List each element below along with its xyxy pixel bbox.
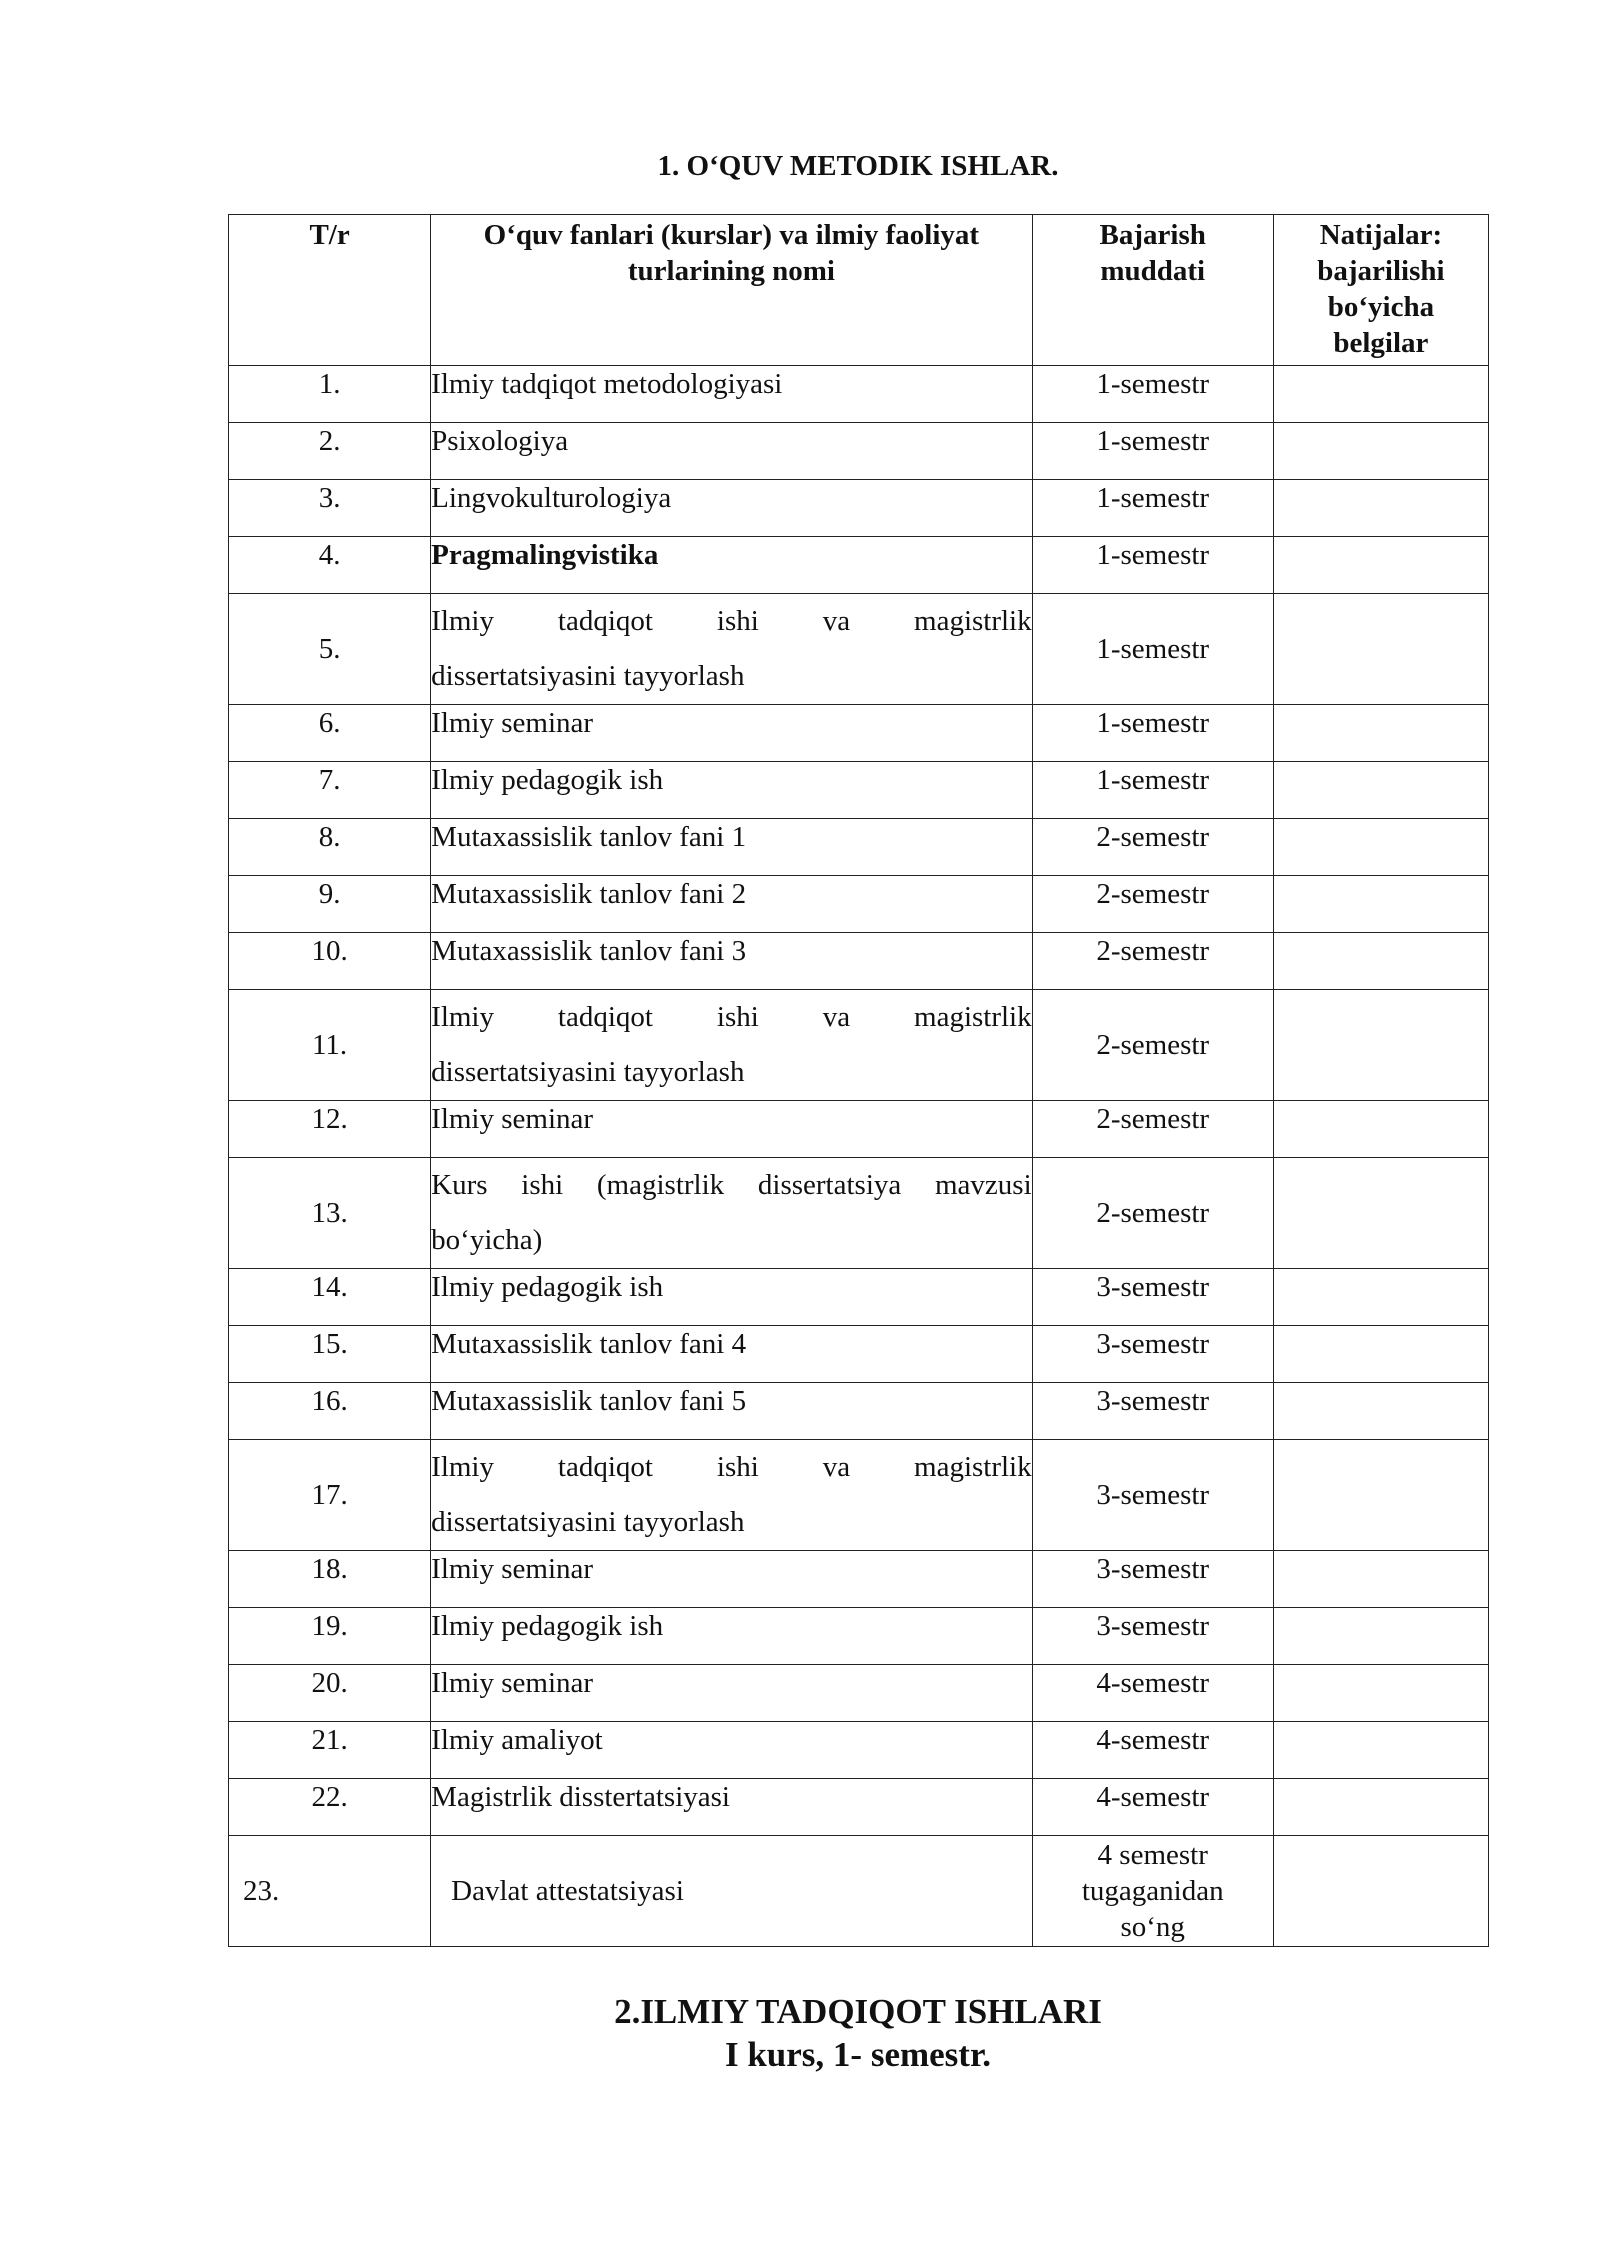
row-result [1273,1665,1488,1722]
table-row [229,1722,1489,1779]
row-name: Mutaxassislik tanlov fani 4 [431,1326,1032,1383]
row-result [1273,537,1488,594]
row-number: 14. [229,1269,431,1326]
row-result [1273,1551,1488,1608]
row-name: Ilmiy tadqiqot metodologiyasi [431,366,1032,423]
row-term: 1-semestr [1032,423,1273,480]
row-name-line1: Kurs ishi (magistrlik dissertatsiya mavzusi [431,1169,1032,1201]
row-name [431,1440,1032,1551]
row-result [1273,1158,1488,1269]
table-row [229,1608,1489,1665]
row-name [431,990,1032,1101]
header-result-text: Natijalar: bajarilishi bo‘yicha belgilar [1317,219,1445,359]
row-name: Ilmiy pedagogik ish [431,1608,1032,1665]
row-number: 7. [229,762,431,819]
row-name: Pragmalingvistika [431,537,1032,594]
row-result [1273,423,1488,480]
row-name: Ilmiy seminar [431,1551,1032,1608]
row-term: 4-semestr [1032,1722,1273,1779]
row-result [1273,876,1488,933]
row-term: 1-semestr [1032,594,1273,705]
table-row [229,819,1489,876]
table-row [229,990,1489,1101]
row-result [1273,933,1488,990]
row-number: 5. [229,594,431,705]
row-term: 3-semestr [1032,1326,1273,1383]
row-number: 1. [229,366,431,423]
row-term: 1-semestr [1032,762,1273,819]
row-term: 2-semestr [1032,990,1273,1101]
row-name: Davlat attestatsiyasi [431,1836,1032,1947]
table-row [229,1665,1489,1722]
header-name-text: O‘quv fanlari (kurslar) va ilmiy faoliyat turlarining nomi [483,219,980,287]
section-2-title: 2.ILMIY TADQIQOT ISHLARI [614,1992,1102,2031]
row-term: 1-semestr [1032,366,1273,423]
row-number: 22. [229,1779,431,1836]
header-name [431,215,1032,366]
row-number: 15. [229,1326,431,1383]
row-term: 1-semestr [1032,705,1273,762]
row-number: 8. [229,819,431,876]
row-term: 3-semestr [1032,1383,1273,1440]
row-term: 2-semestr [1032,1101,1273,1158]
row-number: 3. [229,480,431,537]
row-result [1273,1836,1488,1947]
row-name: Mutaxassislik tanlov fani 3 [431,933,1032,990]
study-plan-table [228,214,1489,1947]
row-result [1273,1326,1488,1383]
row-number: 20. [229,1665,431,1722]
row-number: 18. [229,1551,431,1608]
row-name-line1: Ilmiy tadqiqot ishi va magistrlik [431,1451,1032,1483]
row-result [1273,762,1488,819]
table-row [229,1158,1489,1269]
row-result [1273,1608,1488,1665]
row-name: Mutaxassislik tanlov fani 2 [431,876,1032,933]
table-row [229,1779,1489,1836]
row-name: Psixologiya [431,423,1032,480]
header-term-text: Bajarish muddati [1099,219,1206,287]
row-result [1273,1779,1488,1836]
row-name-line2: bo‘yicha) [431,1224,543,1256]
table-row [229,366,1489,423]
row-term-line: tugaganidan [1081,1875,1224,1907]
row-term: 4-semestr [1032,1665,1273,1722]
row-name: Lingvokulturologiya [431,480,1032,537]
table-row [229,480,1489,537]
table-row [229,1101,1489,1158]
row-name-line2: dissertatsiyasini tayyorlash [431,660,745,692]
row-term-line: so‘ng [1120,1911,1185,1943]
table-row [229,594,1489,705]
table-row [229,762,1489,819]
row-number: 12. [229,1101,431,1158]
header-num: T/r [229,215,431,366]
row-term: 2-semestr [1032,933,1273,990]
row-result [1273,1722,1488,1779]
row-term: 3-semestr [1032,1440,1273,1551]
row-result [1273,1269,1488,1326]
header-term [1032,215,1273,366]
row-number: 10. [229,933,431,990]
row-term: 2-semestr [1032,876,1273,933]
row-name-line1: Ilmiy tadqiqot ishi va magistrlik [431,1001,1032,1033]
row-name-line2: dissertatsiyasini tayyorlash [431,1056,745,1088]
row-name: Mutaxassislik tanlov fani 5 [431,1383,1032,1440]
row-term: 1-semestr [1032,537,1273,594]
table-row [229,537,1489,594]
table-row [229,876,1489,933]
row-result [1273,480,1488,537]
row-number: 21. [229,1722,431,1779]
row-name [431,594,1032,705]
table-row [229,1440,1489,1551]
table-row [229,1836,1489,1947]
table-row [229,423,1489,480]
row-result [1273,819,1488,876]
row-result [1273,990,1488,1101]
row-number: 13. [229,1158,431,1269]
row-number: 17. [229,1440,431,1551]
table-row [229,1326,1489,1383]
header-result [1273,215,1488,366]
row-name: Magistrlik disstertatsiyasi [431,1779,1032,1836]
row-term: 1-semestr [1032,480,1273,537]
row-term: 4-semestr [1032,1779,1273,1836]
row-term: 3-semestr [1032,1608,1273,1665]
section-2-subtitle: I kurs, 1- semestr. [724,2035,992,2074]
table-row [229,1551,1489,1608]
row-term: 2-semestr [1032,1158,1273,1269]
row-name: Ilmiy seminar [431,1665,1032,1722]
row-name [431,1158,1032,1269]
row-result [1273,1440,1488,1551]
table-row [229,1269,1489,1326]
row-number: 2. [229,423,431,480]
row-number: 6. [229,705,431,762]
row-number: 19. [229,1608,431,1665]
row-number: 16. [229,1383,431,1440]
row-number: 23. [229,1836,431,1947]
row-term: 3-semestr [1032,1269,1273,1326]
table-row [229,933,1489,990]
row-number: 11. [229,990,431,1101]
row-result [1273,1383,1488,1440]
row-name: Ilmiy pedagogik ish [431,1269,1032,1326]
row-name-line1: Ilmiy tadqiqot ishi va magistrlik [431,605,1032,637]
row-result [1273,705,1488,762]
row-result [1273,594,1488,705]
table-row [229,705,1489,762]
row-term: 3-semestr [1032,1551,1273,1608]
row-name: Mutaxassislik tanlov fani 1 [431,819,1032,876]
row-term: 2-semestr [1032,819,1273,876]
table-row [229,1383,1489,1440]
row-name: Ilmiy seminar [431,1101,1032,1158]
row-name: Ilmiy amaliyot [431,1722,1032,1779]
row-name: Ilmiy seminar [431,705,1032,762]
row-term [1032,1836,1273,1947]
row-result [1273,1101,1488,1158]
row-result [1273,366,1488,423]
row-term-line: 4 semestr [1097,1839,1208,1871]
row-number: 4. [229,537,431,594]
row-name: Ilmiy pedagogik ish [431,762,1032,819]
table-header-row [229,215,1489,366]
row-number: 9. [229,876,431,933]
section-1-title: 1. O‘QUV METODIK ISHLAR. [657,150,1059,182]
row-name-line2: dissertatsiyasini tayyorlash [431,1506,745,1538]
